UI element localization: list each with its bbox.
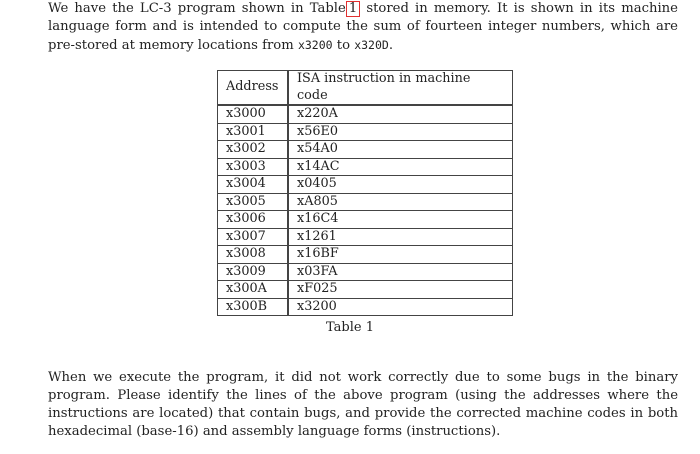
table-row — [218, 246, 513, 264]
address-cell: x3000 — [218, 105, 289, 123]
instruction-column-header: ISA instruction in machine code — [288, 71, 513, 106]
table-row — [218, 141, 513, 159]
table-reference-link[interactable]: 1 — [346, 1, 360, 17]
address-cell: x3005 — [218, 193, 289, 211]
table-row — [218, 176, 513, 194]
table-row — [218, 211, 513, 229]
start-address: x3200 — [297, 38, 333, 52]
address-column-header: Address — [218, 71, 289, 106]
machine-code-cell: x16BF — [288, 246, 513, 264]
address-cell: x3008 — [218, 246, 289, 264]
program-table — [217, 70, 513, 316]
address-cell: x300A — [218, 281, 289, 299]
table-row — [218, 228, 513, 246]
machine-code-cell: x1261 — [288, 228, 513, 246]
table-row — [218, 158, 513, 176]
address-cell: x300B — [218, 298, 289, 316]
machine-code-cell: x3200 — [288, 298, 513, 316]
address-cell: x3001 — [218, 123, 289, 141]
table-header-row — [218, 71, 513, 106]
address-cell: x3002 — [218, 141, 289, 159]
table-row — [218, 105, 513, 123]
machine-code-cell: xF025 — [288, 281, 513, 299]
intro-connector: to — [332, 38, 355, 53]
address-cell: x3006 — [218, 211, 289, 229]
machine-code-cell: x56E0 — [288, 123, 513, 141]
machine-code-cell: x14AC — [288, 158, 513, 176]
address-cell: x3004 — [218, 176, 289, 194]
table-row — [218, 263, 513, 281]
machine-code-cell: x220A — [288, 105, 513, 123]
machine-code-cell: x0405 — [288, 176, 513, 194]
intro-text-start: We have the LC-3 program shown in Table — [48, 1, 346, 16]
end-address: x320D — [354, 38, 389, 52]
table-row — [218, 298, 513, 316]
address-cell: x3003 — [218, 158, 289, 176]
table-row — [218, 193, 513, 211]
intro-period: . — [388, 38, 394, 53]
table-row — [218, 123, 513, 141]
intro-paragraph — [48, 0, 678, 55]
address-cell: x3007 — [218, 228, 289, 246]
machine-code-cell: x16C4 — [288, 211, 513, 229]
table-caption: Table 1 — [326, 320, 374, 335]
machine-code-cell: x54A0 — [288, 141, 513, 159]
table-row — [218, 281, 513, 299]
machine-code-cell: xA805 — [288, 193, 513, 211]
question-paragraph: When we execute the program, it did not work correctly due to some bugs in the binary program. Please identify the lines of the above program (using the addresses where the instructions are located) that contain bugs, and provide the corrected machine codes in both hexadecimal (base-16) and assembly language forms (instructions). — [48, 370, 678, 439]
machine-code-cell: x03FA — [288, 263, 513, 281]
address-cell: x3009 — [218, 263, 289, 281]
intro-text-middle: stored in memory. It is shown in its machine language form and is intended to compute the sum of fourteen integer numbers, which are pre-stored at memory locations from — [48, 1, 678, 53]
